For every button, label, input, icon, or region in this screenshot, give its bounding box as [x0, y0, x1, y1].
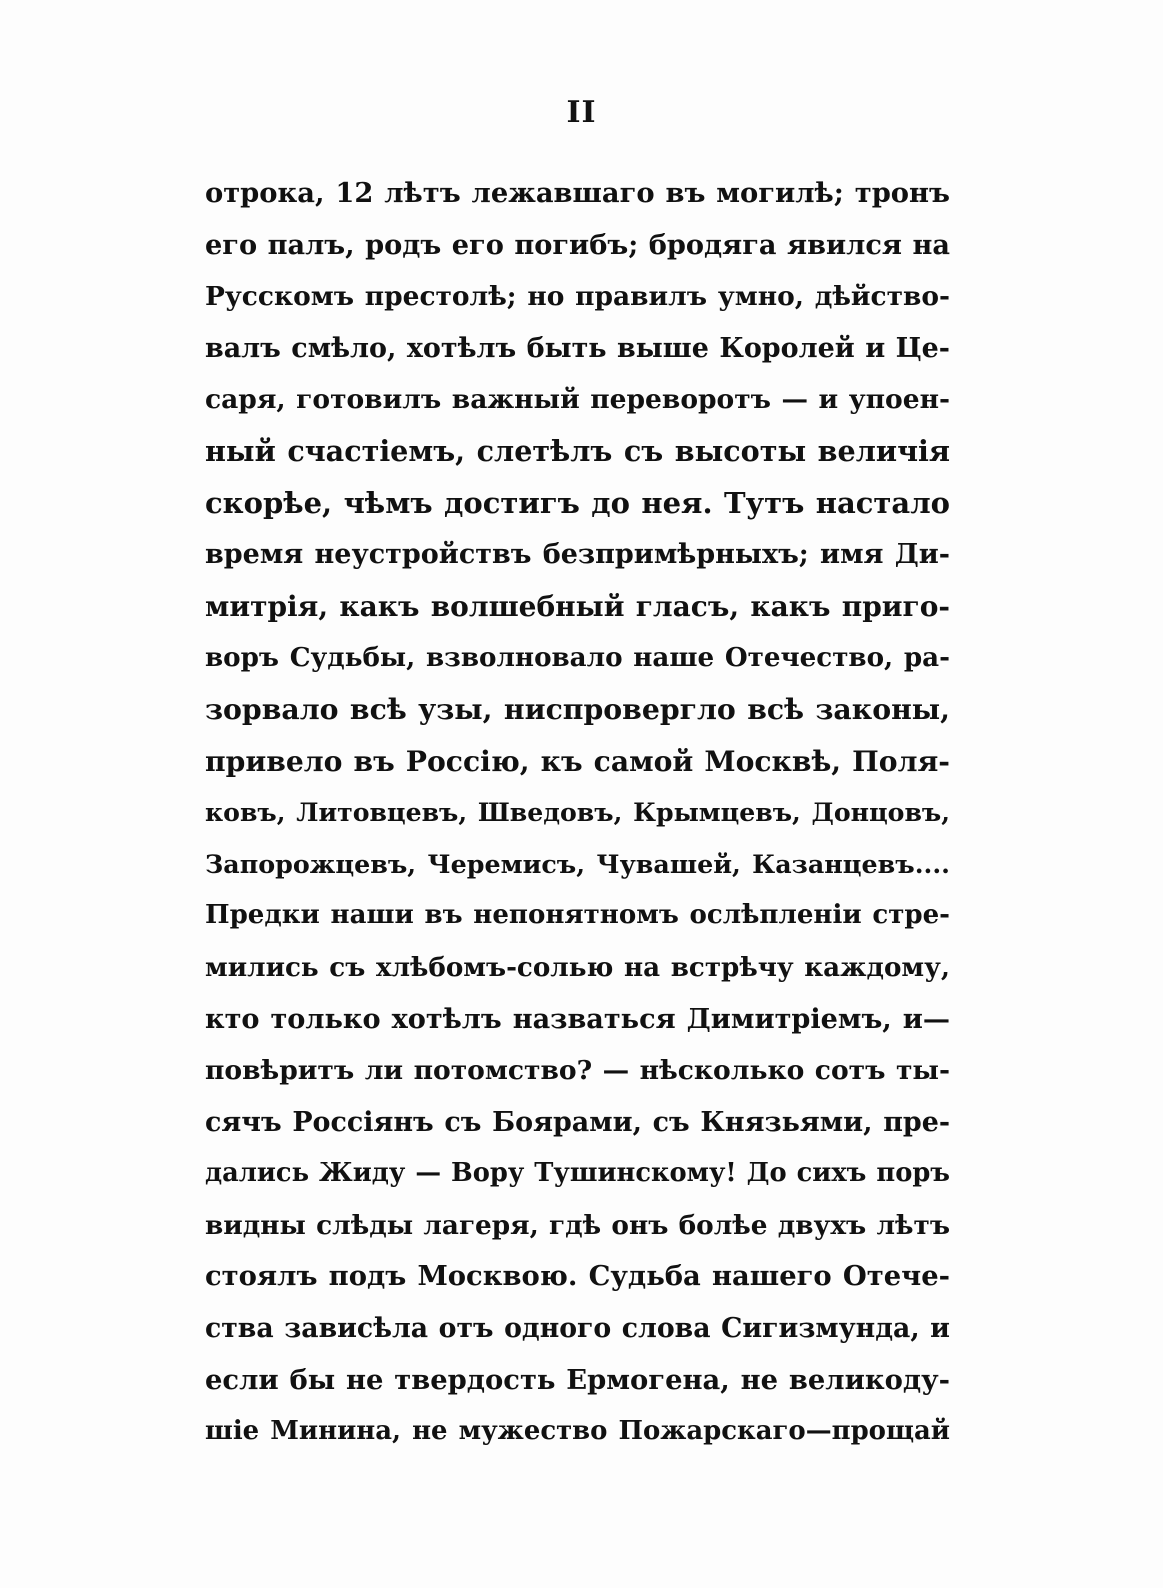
- page-number: II: [566, 95, 597, 130]
- text-line: повѣритъ ли потомство? — нѣсколько сотъ ты-: [205, 1055, 950, 1087]
- text-line: привело въ Россію, къ самой Москвѣ, Поля-: [205, 744, 950, 778]
- text-line: ковъ, Литовцевъ, Шведовъ, Крымцевъ, Донцовъ,: [205, 797, 950, 828]
- text-line: Запорожцевъ, Черемисъ, Чувашей, Казанцевъ....: [205, 848, 950, 879]
- text-line: ный счастіемъ, слетѣлъ съ высоты величія: [205, 433, 950, 468]
- text-line: скорѣе, чѣмъ достигъ до нея. Тутъ настало: [205, 485, 950, 520]
- text-line: ства зависѣла отъ одного слова Сигизмунда, и: [205, 1313, 950, 1345]
- text-line: стоялъ подъ Москвою. Судьба нашего Отече-: [205, 1260, 950, 1293]
- text-line: видны слѣды лагеря, гдѣ онъ болѣе двухъ лѣтъ: [205, 1209, 950, 1241]
- text-line: зорвало всѣ узы, ниспровергло всѣ законы,: [205, 691, 950, 726]
- text-line: Русскомъ престолѣ; но правилъ умно, дѣйство-: [205, 281, 950, 313]
- text-line: воръ Судьбы, взволновало наше Отечество, ра-: [205, 642, 950, 674]
- text-line: митрія, какъ волшебный гласъ, какъ приго-: [205, 589, 950, 623]
- text-line: саря, готовилъ важный переворотъ — и упоен-: [205, 384, 950, 416]
- body-text: [205, 168, 950, 1458]
- text-line: валъ смѣло, хотѣлъ быть выше Королей и Це-: [205, 332, 950, 364]
- text-line: время неустройствъ безпримѣрныхъ; имя Ди-: [205, 539, 950, 571]
- text-line: шіе Минина, не мужество Пожарскаго—прощай: [205, 1416, 950, 1447]
- text-line: Предки наши въ непонятномъ ослѣпленіи стре-: [205, 900, 950, 931]
- text-line: сячъ Россіянъ съ Боярами, съ Князьями, пре-: [205, 1106, 950, 1138]
- text-line: мились съ хлѣбомъ-солью на встрѣчу каждому,: [205, 951, 950, 983]
- text-line: если бы не твердость Ермогена, не великоду-: [205, 1363, 950, 1396]
- text-line: его палъ, родъ его погибъ; бродяга явился на: [205, 228, 950, 261]
- text-line: отрока, 12 лѣтъ лежавшаго въ могилѣ; тронъ: [205, 177, 950, 209]
- text-line: дались Жиду — Вору Тушинскому! До сихъ поръ: [205, 1158, 950, 1189]
- text-line: кто только хотѣлъ назваться Димитріемъ, и—: [205, 1003, 950, 1035]
